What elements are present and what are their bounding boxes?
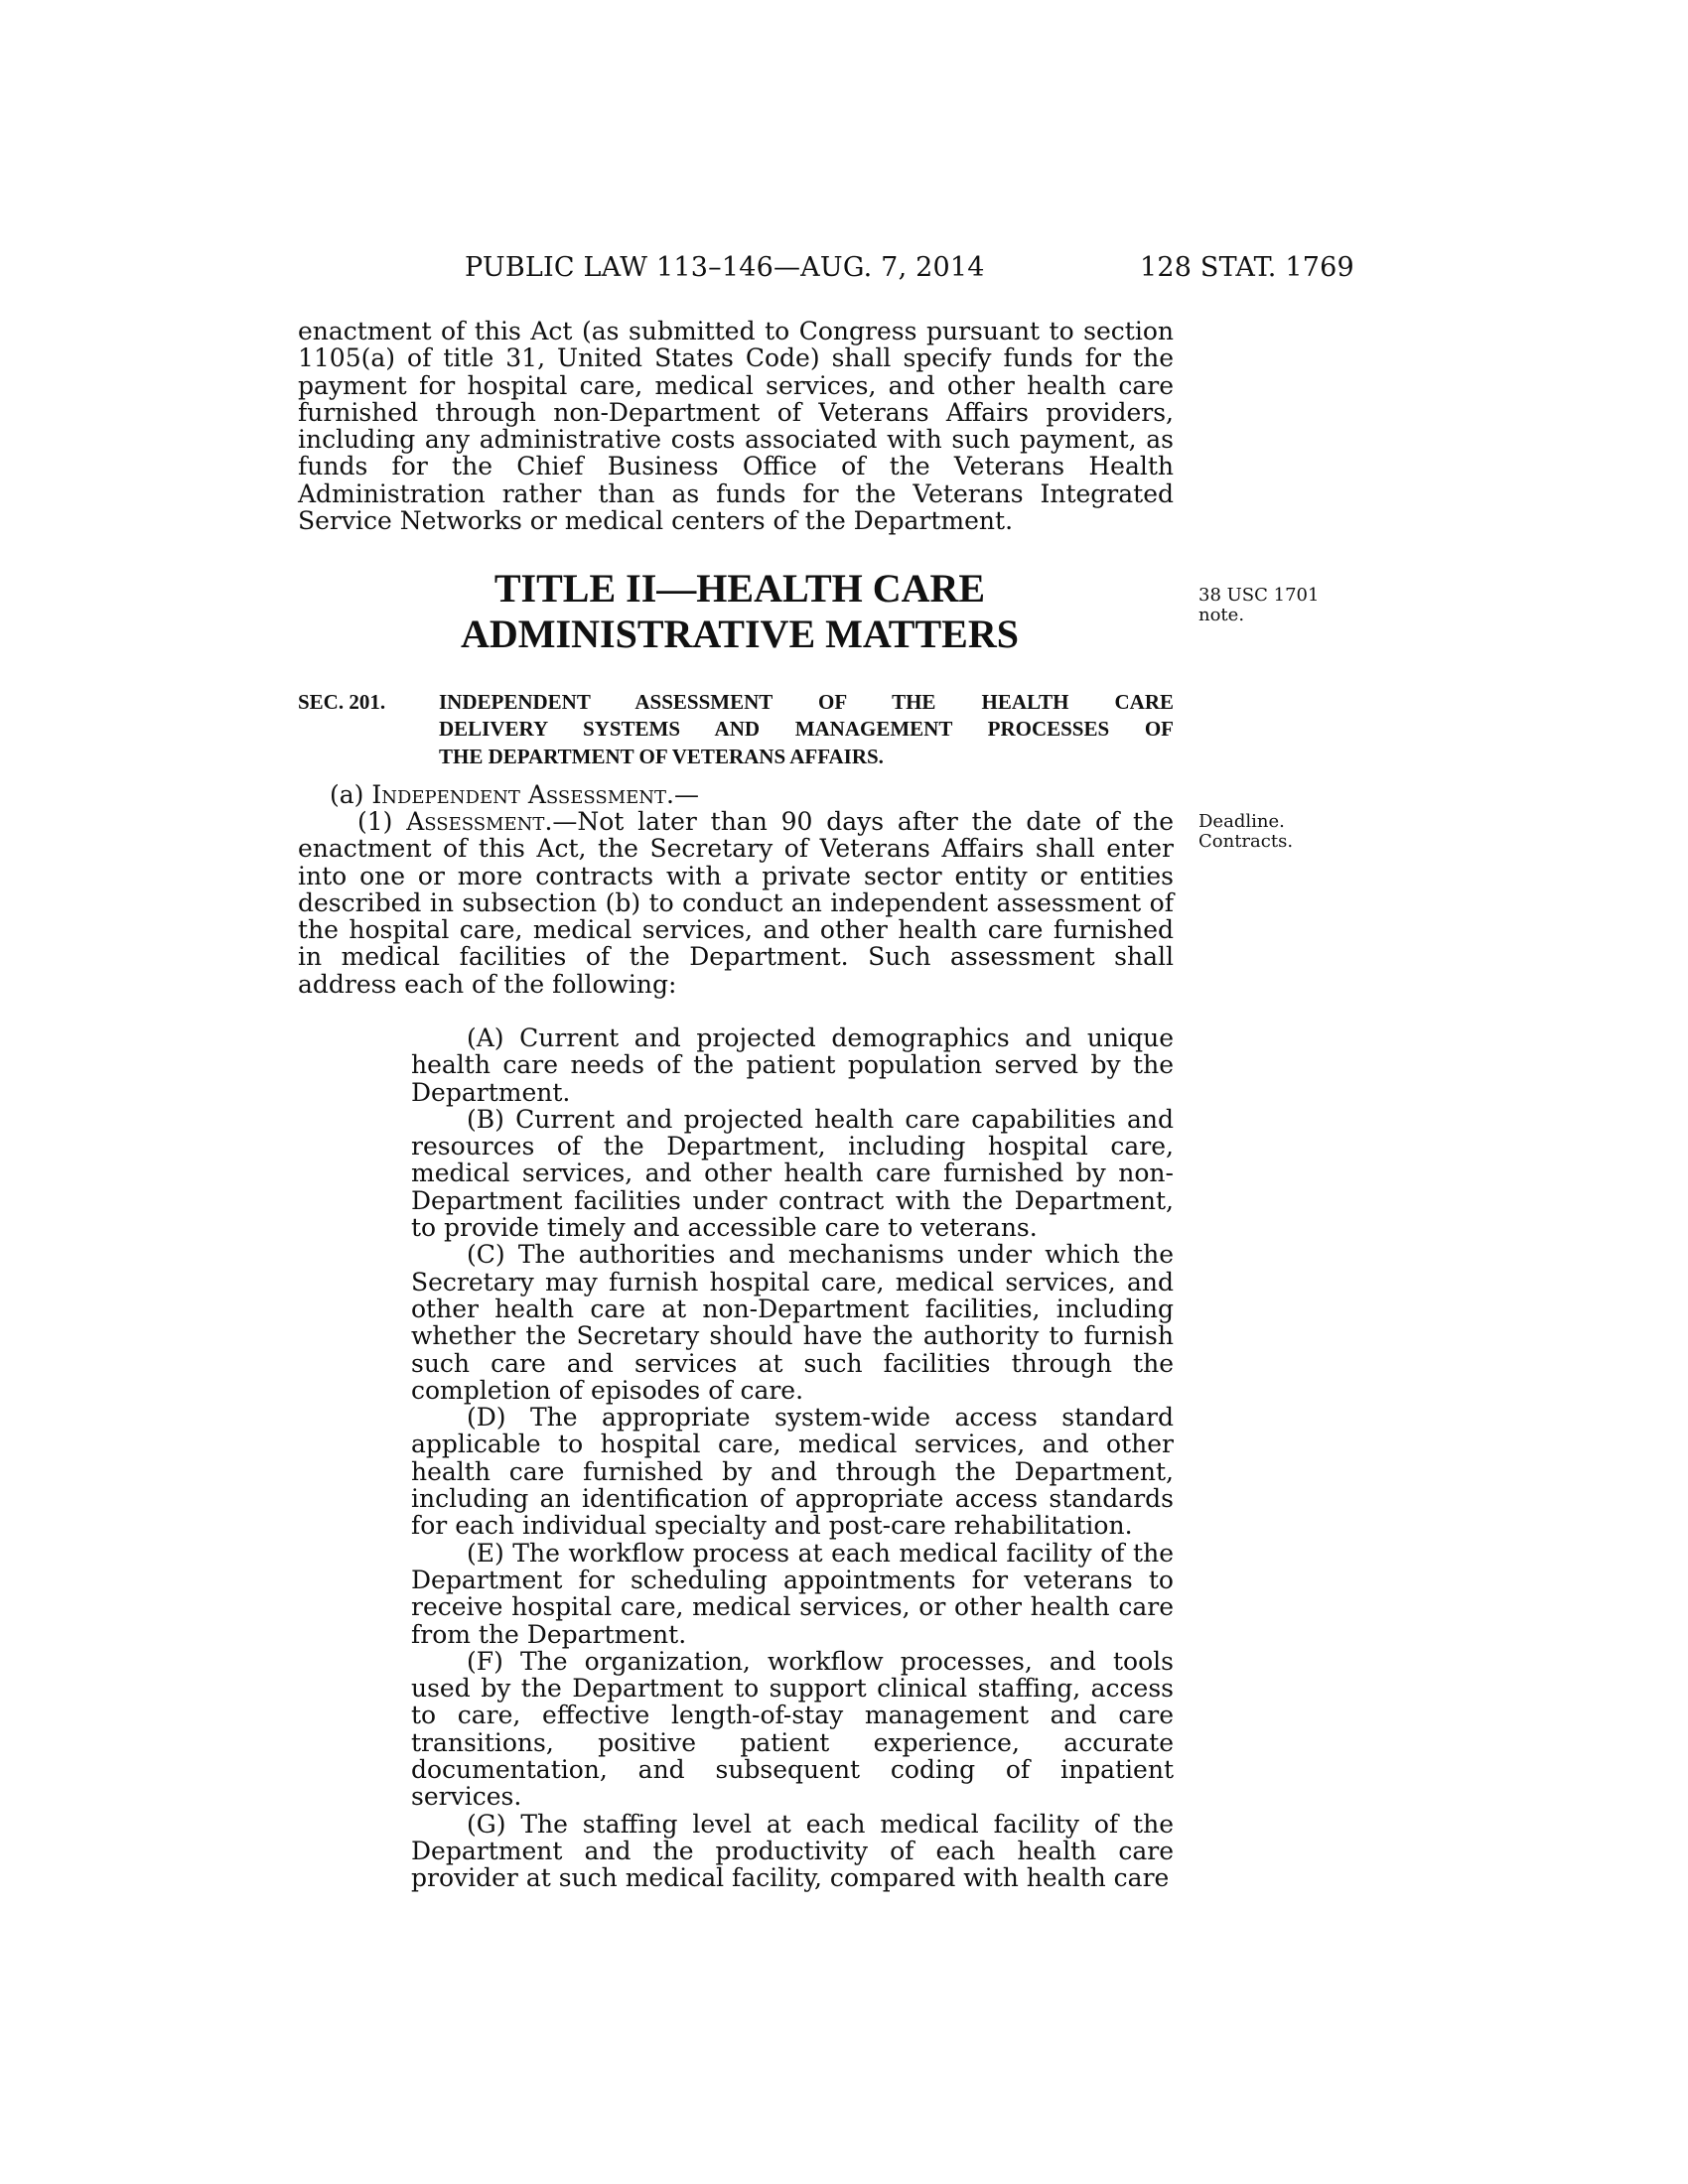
list-item-f: (F) The organization, workflow processes, and tools used by the Department to support clinical staffing, access to care, effective length-of-stay management and care transitions, positive patient experience, accurate documentation, and subsequent coding of inpatient services. bbox=[411, 1646, 1174, 1812]
list-item-a: (A) Current and projected demographics and unique health care needs of the patient population served by the Department. bbox=[411, 1024, 1174, 1107]
title-line-1: TITLE II—HEALTH CARE bbox=[493, 566, 986, 611]
list-item-e: (E) The workflow process at each medical facility of the Department for scheduling appointments for veterans to receive hospital care, medical services, or other health care from the Department. bbox=[411, 1538, 1174, 1649]
title-heading bbox=[377, 566, 1102, 657]
list-item-c: (C) The authorities and mechanisms under which the Secretary may furnish hospital care, medical services, and other health care at non-Department facilities, including whether the Secretary should have the authority to furnish such care and services at such facilities through the completion of episodes of care. bbox=[411, 1240, 1174, 1405]
subsection-a-title: Independent Assessment bbox=[371, 780, 667, 809]
margin-note-contracts: Contracts. bbox=[1198, 831, 1294, 852]
paragraph-1-text: .—Not later than 90 days after the date of the enactment of this Act, the Secretary of Veterans Affairs shall enter into one or more contracts with a private sector entity or entities described in subsection (b) to conduct an independent assessment of the hospital care, medical services, and other health care furnished in medical facilities of the Department. Such assessment shall address each of the following: bbox=[298, 807, 1174, 999]
paragraph-1-heading: Assessment bbox=[406, 807, 545, 836]
paragraph-1 bbox=[298, 808, 1174, 998]
assessment-items-list bbox=[411, 1024, 1174, 1892]
margin-note-citation-line-2: note. bbox=[1198, 605, 1245, 625]
subsection-a-heading bbox=[330, 781, 699, 808]
running-head-left: PUBLIC LAW 113–146—AUG. 7, 2014 bbox=[465, 252, 985, 283]
list-item-d: (D) The appropriate system-wide access standard applicable to hospital care, medical services, and other health care furnished by and through the Department, including an identification of appropriate access standards for each individual specialty and post-care rehabilitation. bbox=[411, 1403, 1174, 1541]
subsection-a-dash: .— bbox=[666, 780, 699, 809]
section-heading bbox=[298, 689, 1174, 770]
section-number: SEC. 201. bbox=[298, 690, 386, 714]
margin-note-deadline: Deadline. bbox=[1198, 811, 1285, 832]
margin-note-deadline-contracts bbox=[1198, 812, 1347, 852]
margin-note-citation-line-1: 38 USC 1701 bbox=[1198, 585, 1320, 606]
margin-note-citation bbox=[1198, 586, 1347, 625]
section-heading-line-1: INDEPENDENT ASSESSMENT OF THE HEALTH CARE bbox=[439, 690, 1174, 714]
title-line-2: ADMINISTRATIVE MATTERS bbox=[461, 612, 1019, 656]
list-item-b: (B) Current and projected health care capabilities and resources of the Department, including hospital care, medical services, and other health care furnished by non-Department facilities under contract with the Department, to provide timely and accessible care to veterans. bbox=[411, 1104, 1174, 1243]
section-heading-line-2: DELIVERY SYSTEMS AND MANAGEMENT PROCESSES OF bbox=[439, 717, 1174, 742]
subsection-a-label: (a) bbox=[330, 780, 372, 809]
section-heading-line-3: THE DEPARTMENT OF VETERANS AFFAIRS. bbox=[439, 744, 884, 768]
paragraph-1-label: (1) bbox=[357, 807, 407, 836]
running-head-right: 128 STAT. 1769 bbox=[1140, 252, 1354, 283]
intro-paragraph: enactment of this Act (as submitted to Congress pursuant to section 1105(a) of title 31, United States Code) shall specify funds for the payment for hospital care, medical services, and other health care furnished through non-Department of Veterans Affairs providers, including any administrative costs associated with such payment, as funds for the Chief Business Office of the Veterans Health Administration rather than as funds for the Veterans Integrated Service Networks or medical centers of the Department. bbox=[298, 317, 1174, 536]
list-item-g: (G) The staffing level at each medical facility of the Department and the productivity of each health care provider at such medical facility, compared with health care bbox=[411, 1809, 1174, 1893]
